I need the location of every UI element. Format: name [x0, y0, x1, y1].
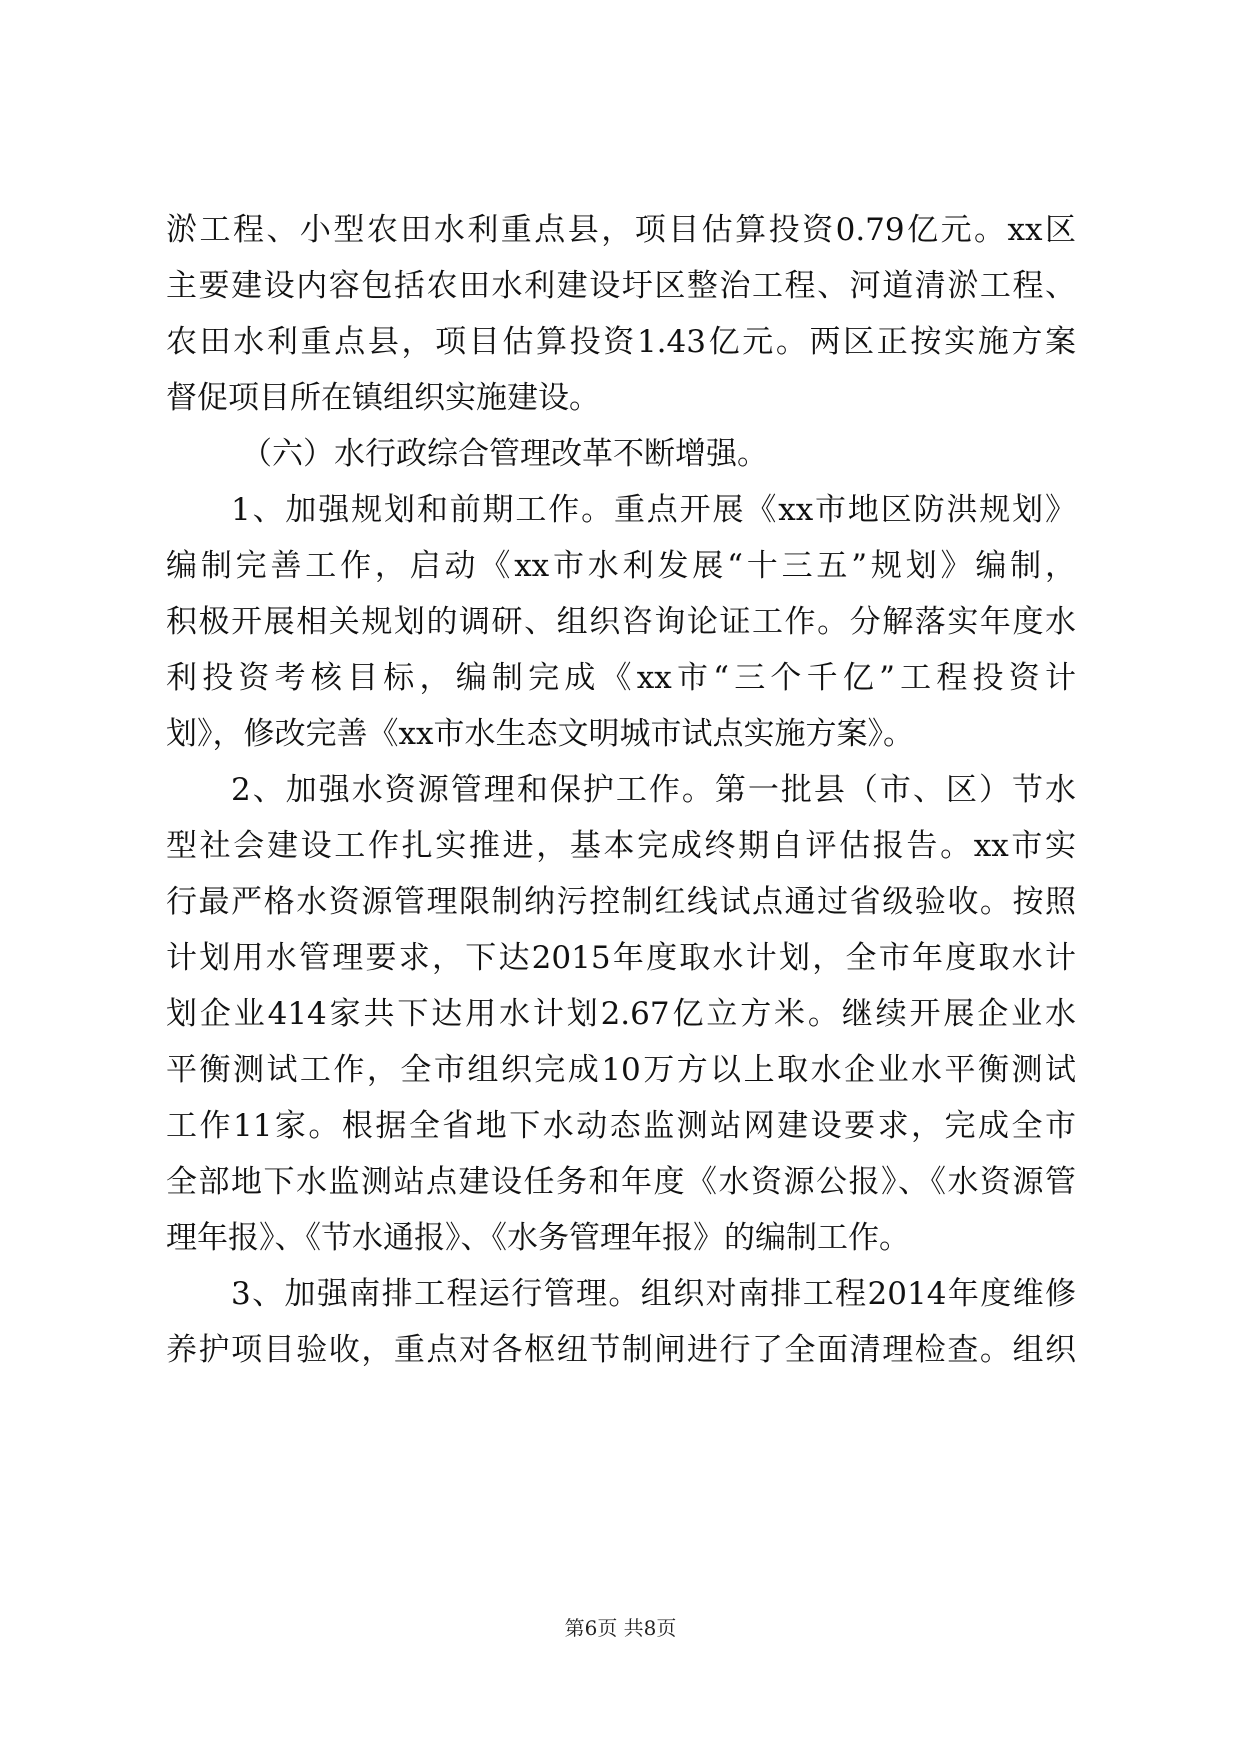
section-heading: （六）水行政综合管理改革不断增强。 [241, 436, 768, 472]
body-line: 农田水利重点县，项目估算投资1.43亿元。两区正按实施方案 [166, 324, 1076, 360]
body-line: 行最严格水资源管理限制纳污控制红线试点通过省级验收。按照 [166, 884, 1076, 920]
body-line: 工作11家。根据全省地下水动态监测站网建设要求，完成全市 [166, 1108, 1076, 1144]
body-line: 积极开展相关规划的调研、组织咨询论证工作。分解落实年度水 [166, 604, 1076, 640]
body-line: 划企业414家共下达用水计划2.67亿立方米。继续开展企业水 [166, 996, 1076, 1032]
body-line: 型社会建设工作扎实推进，基本完成终期自评估报告。xx市实 [166, 828, 1076, 864]
body-line: 编制完善工作，启动《xx市水利发展“十三五”规划》编制， [166, 548, 1076, 584]
body-line: 全部地下水监测站点建设任务和年度《水资源公报》、《水资源管 [166, 1164, 1076, 1200]
body-line: 养护项目验收，重点对各枢纽节制闸进行了全面清理检查。组织 [166, 1332, 1076, 1368]
body-line: 3、加强南排工程运行管理。组织对南排工程2014年度维修 [231, 1276, 1076, 1312]
page-number-footer: 第6页 共8页 [564, 1616, 677, 1640]
body-line: 主要建设内容包括农田水利建设圩区整治工程、河道清淤工程、 [166, 268, 1076, 304]
body-line: 淤工程、小型农田水利重点县，项目估算投资0.79亿元。xx区 [166, 212, 1076, 248]
body-line: 1、加强规划和前期工作。重点开展《xx市地区防洪规划》 [231, 492, 1076, 528]
body-line: 理年报》、《节水通报》、《水务管理年报》的编制工作。 [166, 1220, 910, 1256]
body-line: 2、加强水资源管理和保护工作。第一批县（市、区）节水 [231, 772, 1076, 808]
body-line: 督促项目所在镇组织实施建设。 [166, 380, 600, 416]
body-line: 划》，修改完善《xx市水生态文明城市试点实施方案》。 [166, 716, 914, 752]
body-line: 利投资考核目标，编制完成《xx市“三个千亿”工程投资计 [166, 660, 1076, 696]
body-line: 平衡测试工作，全市组织完成10万方以上取水企业水平衡测试 [166, 1052, 1076, 1088]
body-line: 计划用水管理要求，下达2015年度取水计划，全市年度取水计 [166, 940, 1076, 976]
